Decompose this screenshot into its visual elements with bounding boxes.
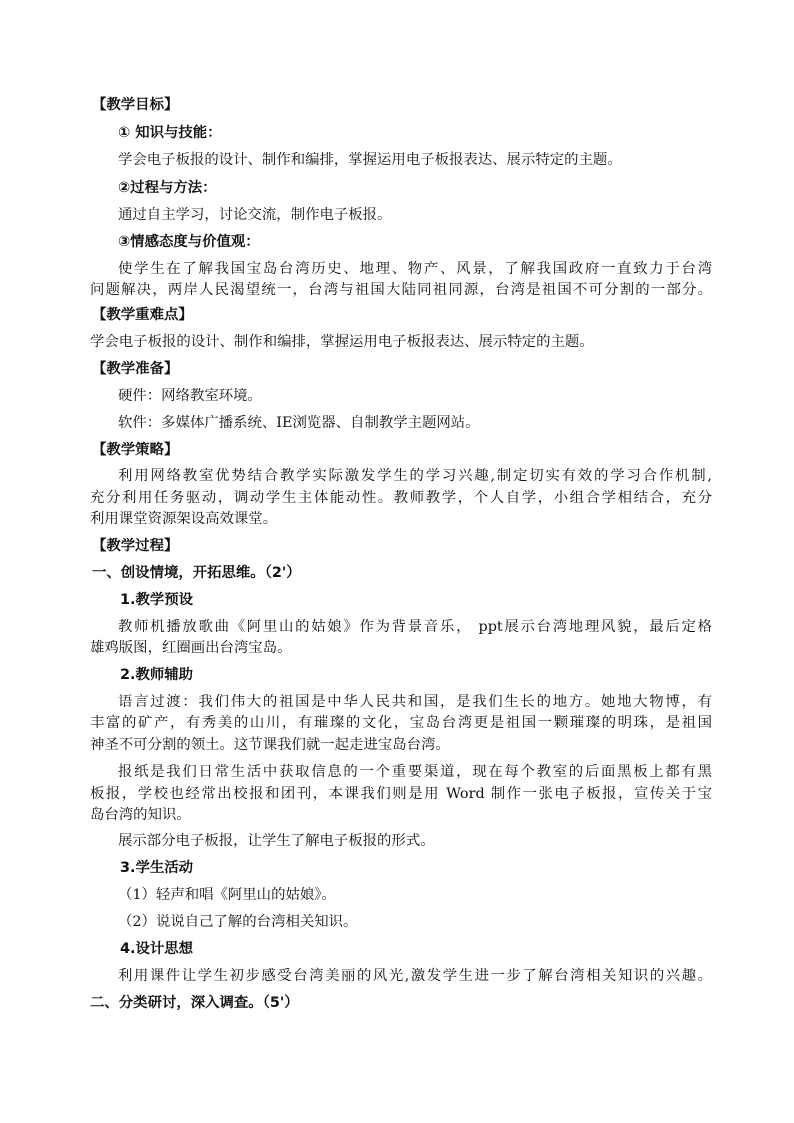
design-idea-title: 4.设计思想 <box>120 941 194 957</box>
teacher-assist-text-line-1: 语言过渡：我们伟大的祖国是中华人民共和国，是我们生长的地方。她地大物博，有 <box>118 694 712 710</box>
student-activity-title: 3.学生活动 <box>120 860 194 876</box>
emotion-values-text-line-1: 使学生在了解我国宝岛台湾历史、地理、物产、风景，了解我国政府一直致力于台湾 <box>118 261 712 277</box>
strategy-heading: 【教学策略】 <box>92 442 179 458</box>
knowledge-skills-title: ① 知识与技能： <box>118 125 222 141</box>
teaching-preset-text-line-1: 教师机播放歌曲《阿里山的姑娘》作为背景音乐， ppt展示台湾地理风貌，最后定格 <box>118 619 712 635</box>
student-activity-item-1: （1）轻声和唱《阿里山的姑娘》。 <box>118 887 336 903</box>
process-methods-title: ②过程与方法： <box>118 180 217 196</box>
teaching-preset-title: 1.教学预设 <box>120 592 194 608</box>
process-heading: 【教学过程】 <box>92 538 179 554</box>
teacher-assist-text-line-2: 丰富的矿产，有秀美的山川，有璀璨的文化，宝岛台湾更是祖国一颗璀璨的明珠，是祖国 <box>90 715 712 731</box>
preparation-software: 软件：多媒体广播系统、IE浏览器、自制教学主题网站。 <box>118 415 480 431</box>
teaching-preset-text-line-2: 雄鸡版图，红圈画出台湾宝岛。 <box>90 640 292 656</box>
emotion-values-title: ③情感态度与价值观： <box>118 234 260 250</box>
newspaper-text-line-2: 板报，学校也经常出校报和团刊，本课我们则是用 Word 制作一张电子板报，宣传关于宝 <box>90 786 712 802</box>
objectives-heading: 【教学目标】 <box>92 97 179 113</box>
strategy-text-line-1: 利用网络教室优势结合教学实际激发学生的学习兴趣,制定切实有效的学习合作机制, <box>118 468 712 484</box>
preparation-heading: 【教学准备】 <box>92 361 179 377</box>
emotion-values-text-line-2: 问题解决，两岸人民渴望统一，台湾与祖国大陆同祖同源，台湾是祖国不可分割的一部分。 <box>90 282 712 298</box>
preparation-hardware: 硬件：网络教室环境。 <box>118 388 262 404</box>
knowledge-skills-text: 学会电子板报的设计、制作和编排，掌握运用电子板报表达、展示特定的主题。 <box>118 152 622 168</box>
teacher-assist-title: 2.教师辅助 <box>120 667 194 683</box>
section-2-title: 二、分类研讨，深入调查。（5'） <box>90 995 299 1011</box>
strategy-text-line-2: 充分利用任务驱动，调动学生主体能动性。教师教学，个人自学，小组合学相结合，充分 <box>90 490 712 506</box>
teacher-assist-text-line-3: 神圣不可分割的领土。这节课我们就一起走进宝岛台湾。 <box>90 737 450 753</box>
key-points-heading: 【教学重难点】 <box>92 307 193 323</box>
show-boards-text: 展示部分电子板报，让学生了解电子板报的形式。 <box>118 833 435 849</box>
design-idea-text: 利用课件让学生初步感受台湾美丽的风光,激发学生进一步了解台湾相关知识的兴趣。 <box>118 968 712 984</box>
newspaper-text-line-1: 报纸是我们日常生活中获取信息的一个重要渠道，现在每个教室的后面黑板上都有黑 <box>118 764 712 780</box>
student-activity-item-2: （2）说说自己了解的台湾相关知识。 <box>118 914 358 930</box>
strategy-text-line-3: 利用课堂资源架设高效课堂。 <box>90 511 278 527</box>
section-1-title: 一、创设情境，开拓思维。（2'） <box>92 565 301 581</box>
newspaper-text-line-3: 岛台湾的知识。 <box>90 807 191 823</box>
process-methods-text: 通过自主学习，讨论交流，制作电子板报。 <box>118 207 392 223</box>
key-points-text: 学会电子板报的设计、制作和编排，掌握运用电子板报表达、展示特定的主题。 <box>90 334 594 350</box>
